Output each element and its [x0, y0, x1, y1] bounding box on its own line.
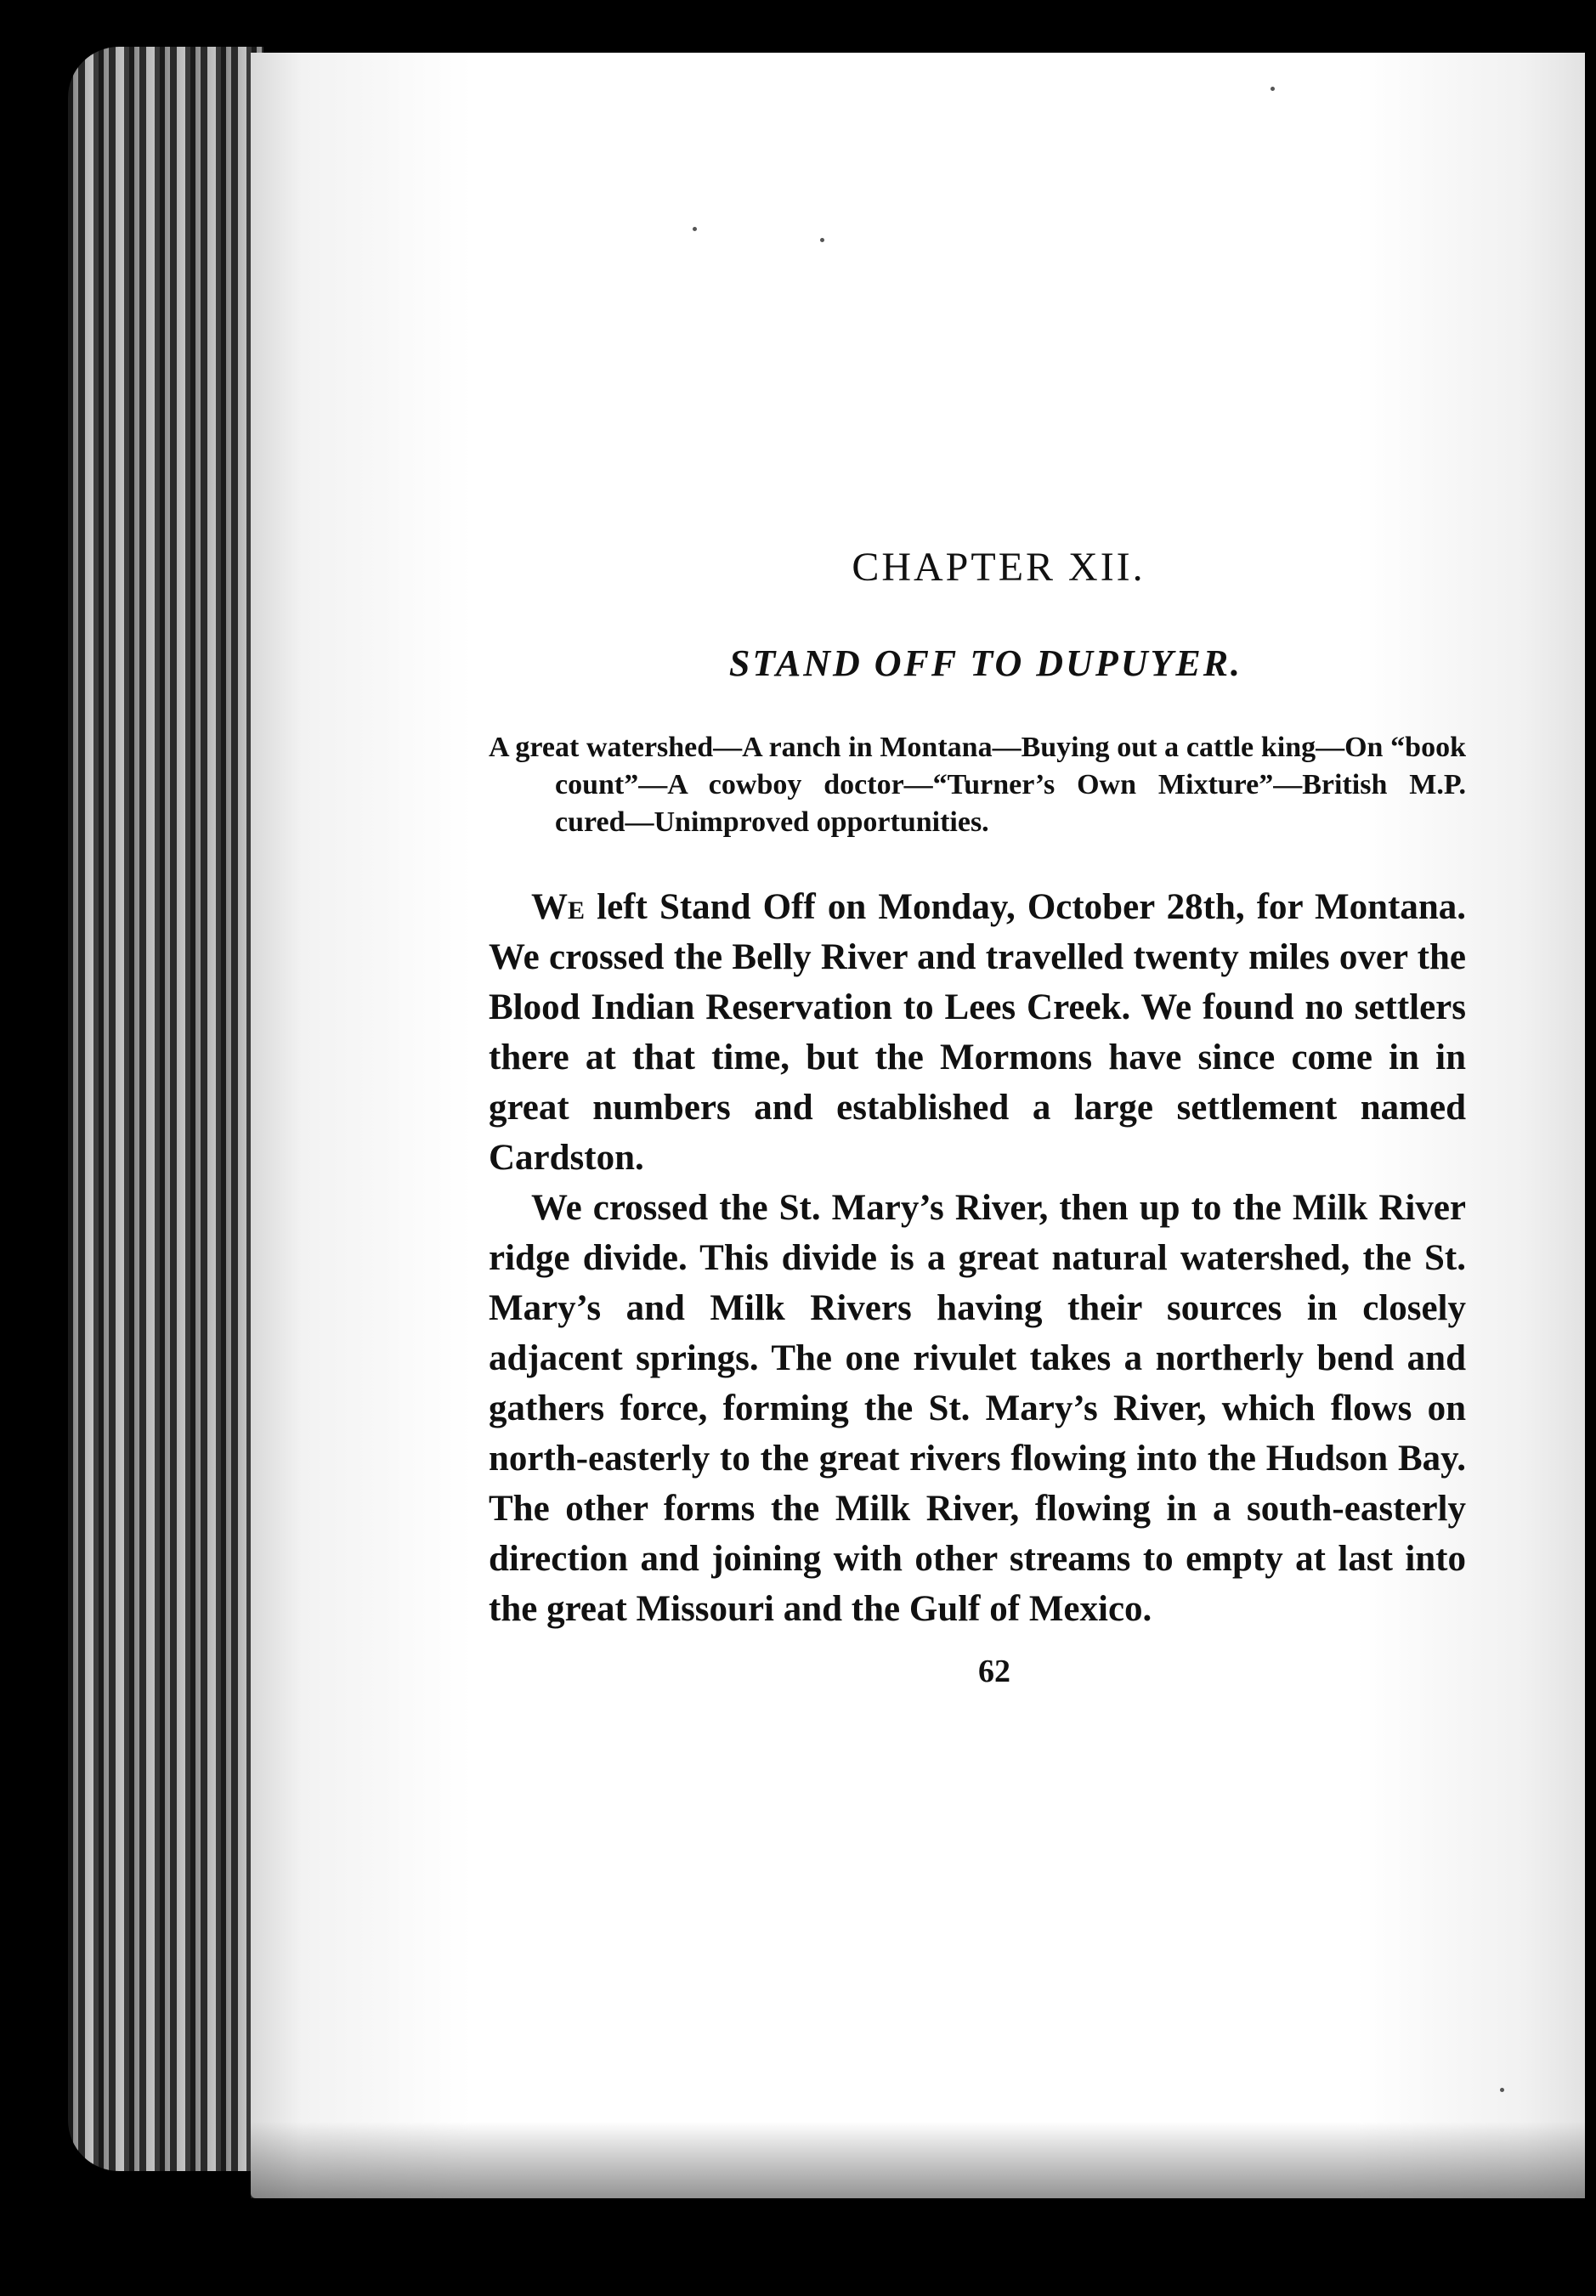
paragraph-text: left Stand Off on Monday, October 28th, for Montana. We crossed the Belly River and travelled twenty miles over the Blood Indian Reservation to Lees Creek. We found no settlers there at that time, but the Mormons have since come in in great numbers and established a large settlement named Cardston. — [489, 887, 1466, 1178]
paragraph-2 — [489, 1183, 1466, 1634]
book-page-edges — [68, 47, 263, 2171]
dust-speck — [820, 238, 824, 242]
chapter-heading: CHAPTER XII. — [852, 545, 1146, 590]
paragraph-1 — [489, 882, 1466, 1183]
chapter-synopsis: A great watershed—A ranch in Montana—Buying out a cattle king—On “book count”—A cowboy doctor—“Turner’s Own Mixture”—British M.P. cured—Unimproved opportunities. — [489, 732, 1466, 838]
page-text — [489, 544, 1466, 1690]
dust-speck — [1271, 87, 1275, 91]
dust-speck — [1500, 2088, 1504, 2092]
chapter-title: STAND OFF TO DUPUYER. — [728, 642, 1243, 684]
page-number: 62 — [978, 1654, 1010, 1689]
dust-speck — [693, 227, 697, 231]
paragraph-text: We crossed the St. Mary’s River, then up to the Milk River ridge divide. This divide is a great natural watershed, the St. Mary’s and Milk Rivers having their sources in closely adjacent springs. The one rivulet takes a northerly bend and gathers force, forming the St. Mary’s River, which flows on north-easterly to the great rivers flowing into the Hudson Bay. The other forms the Milk River, flowing in a south-easterly direction and joining with other streams to empty at last into the great Missouri and the Gulf of Mexico. — [489, 1188, 1466, 1629]
paragraph-lead-word: We — [531, 887, 586, 927]
